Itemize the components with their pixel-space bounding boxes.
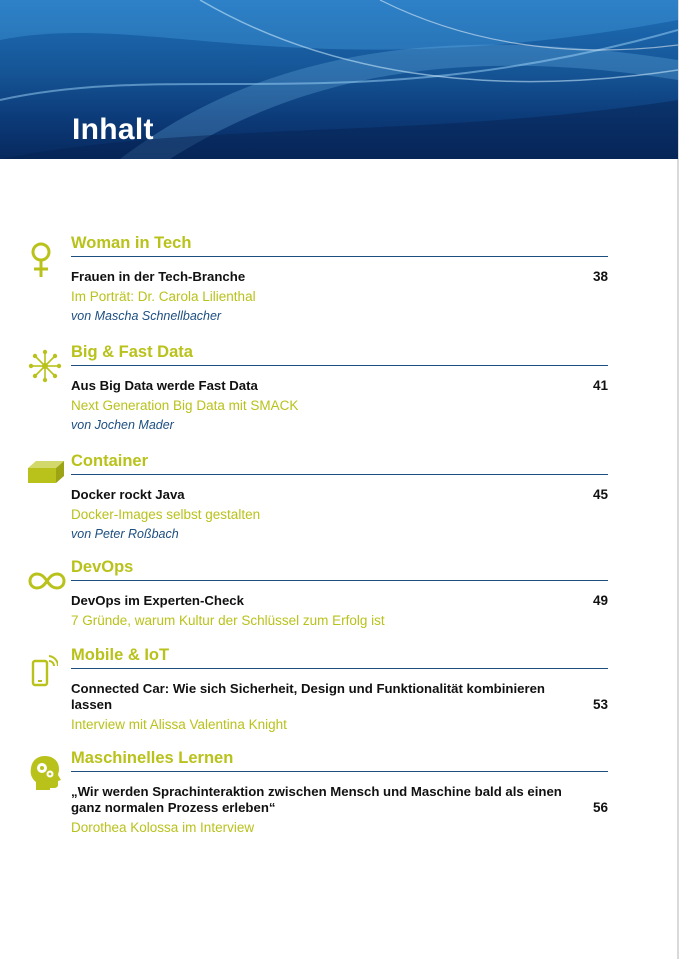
page-title: Inhalt	[72, 113, 154, 146]
entry-title: Connected Car: Wie sich Sicherheit, Design und Funktionalität kombinieren lassen	[71, 681, 545, 712]
entry-subtitle: 7 Gründe, warum Kultur der Schlüssel zum Erfolg ist	[71, 613, 385, 628]
entry-author: von Mascha Schnellbacher	[71, 309, 222, 323]
entry-title: DevOps im Experten-Check	[71, 593, 244, 608]
female-symbol-icon	[28, 241, 54, 279]
page-number: 38	[592, 269, 608, 284]
toc-entry[interactable]	[71, 593, 608, 630]
page-number: 56	[592, 800, 608, 815]
section-title: DevOps	[71, 558, 134, 576]
mobile-signal-icon	[28, 655, 58, 687]
entry-title: Docker rockt Java	[71, 487, 185, 502]
toc-entry[interactable]	[71, 269, 608, 325]
entry-subtitle: Im Porträt: Dr. Carola Lilienthal	[71, 289, 256, 304]
container-box-icon	[28, 461, 64, 483]
page-number: 49	[592, 593, 608, 608]
entry-author: von Jochen Mader	[71, 418, 174, 432]
entry-subtitle: Next Generation Big Data mit SMACK	[71, 398, 299, 413]
entry-title: „Wir werden Sprachinteraktion zwischen Mensch und Maschine bald als einen ganz normalen Prozess erleben“	[71, 784, 562, 815]
page-number: 41	[592, 378, 608, 393]
toc-entry[interactable]	[71, 487, 608, 543]
section-rule	[71, 771, 608, 772]
entry-title: Frauen in der Tech-Branche	[71, 269, 246, 284]
page-number: 45	[592, 487, 608, 502]
section-title: Maschinelles Lernen	[71, 749, 234, 767]
entry-title: Aus Big Data werde Fast Data	[71, 378, 258, 393]
head-gears-icon	[28, 754, 62, 790]
section-title: Big & Fast Data	[71, 343, 193, 361]
section-rule	[71, 474, 608, 475]
section-title: Container	[71, 452, 149, 470]
entry-subtitle: Dorothea Kolossa im Interview	[71, 820, 255, 835]
entry-subtitle: Interview mit Alissa Valentina Knight	[71, 717, 287, 732]
entry-author: von Peter Roßbach	[71, 527, 179, 541]
header-banner	[0, 0, 678, 159]
data-burst-icon	[28, 349, 62, 383]
section-rule	[71, 256, 608, 257]
section-title: Woman in Tech	[71, 234, 192, 252]
toc-entry[interactable]	[71, 681, 608, 734]
section-rule	[71, 668, 608, 669]
section-rule	[71, 580, 608, 581]
toc-entry[interactable]	[71, 378, 608, 434]
page-number: 53	[592, 697, 608, 712]
entry-subtitle: Docker-Images selbst gestalten	[71, 507, 261, 522]
toc-entry[interactable]	[71, 784, 608, 837]
section-rule	[71, 365, 608, 366]
section-title: Mobile & IoT	[71, 646, 170, 664]
infinity-icon	[28, 572, 66, 590]
